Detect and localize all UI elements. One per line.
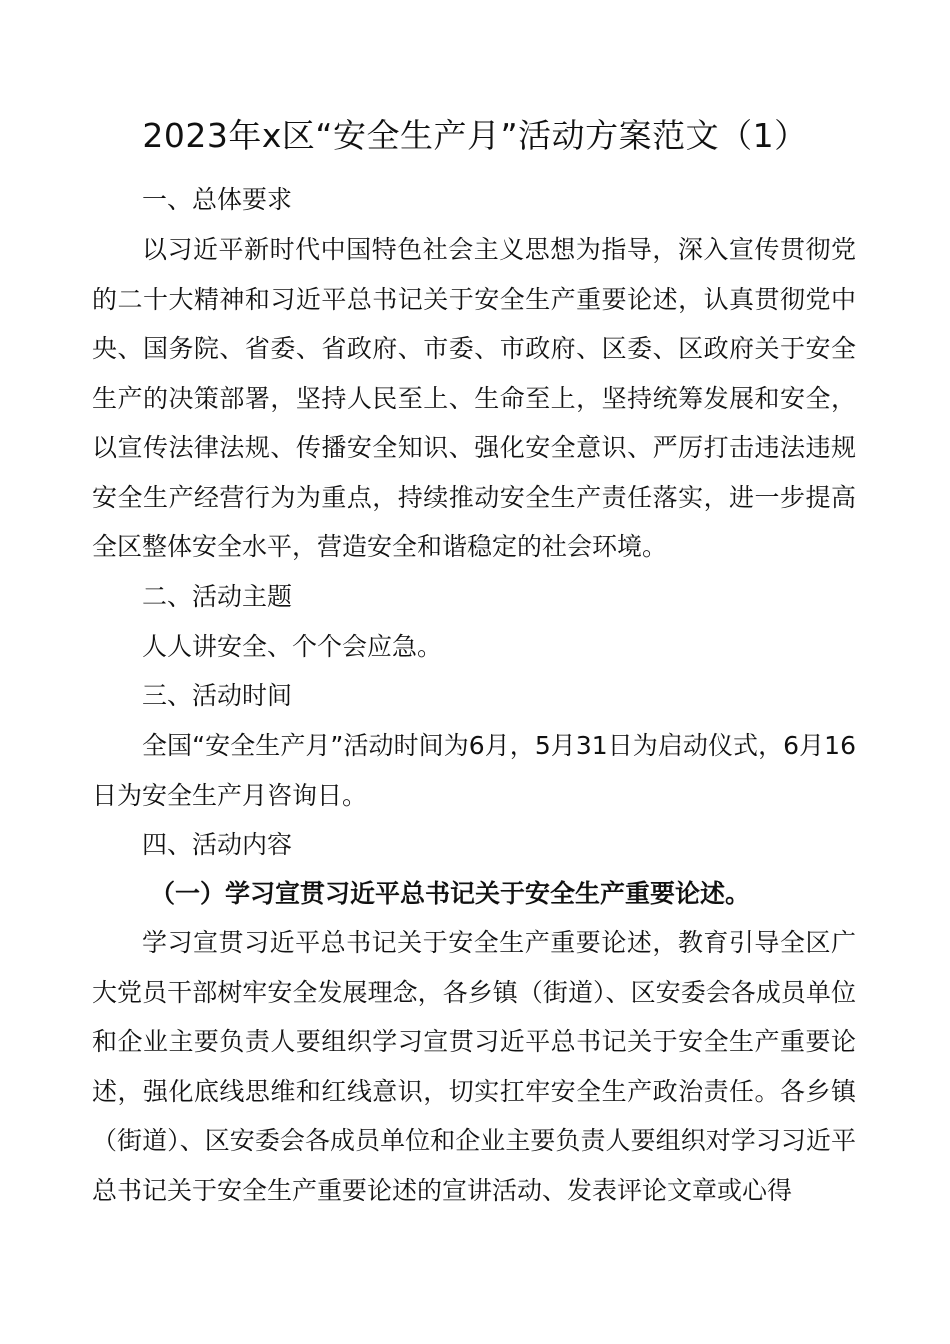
section-heading-activity-time: 三、活动时间 <box>142 681 293 710</box>
section-heading-general-requirements: 一、总体要求 <box>142 185 293 214</box>
subsection-heading-study: （一）学习宣贯习近平总书记关于安全生产重要论述。 <box>150 879 751 908</box>
section-heading-activity-theme: 二、活动主题 <box>142 582 293 611</box>
section-body-activity-time: 全国“安全生产月”活动时间为6月，5月31日为启动仪式，6月16日为安全生产月咨询日。 <box>92 731 856 810</box>
document-title: 2023年x区“安全生产月”活动方案范文（1） <box>142 116 808 155</box>
section-body-general-requirements: 以习近平新时代中国特色社会主义思想为指导，深入宣传贯彻党的二十大精神和习近平总书记关于安全生产重要论述，认真贯彻党中央、国务院、省委、省政府、市委、市政府、区委、区政府关于安全生产的决策部署，坚持人民至上、生命至上，坚持统筹发展和安全，以宣传法律法规、传播安全知识、强化安全意识、严厉打击违法违规安全生产经营行为为重点，持续推动安全生产责任落实，进一步提高全区整体安全水平，营造安全和谐稳定的社会环境。 <box>92 235 856 561</box>
section-body-activity-theme: 人人讲安全、个个会应急。 <box>142 632 443 661</box>
section-heading-activity-content: 四、活动内容 <box>142 830 293 859</box>
subsection-body-study: 学习宣贯习近平总书记关于安全生产重要论述，教育引导全区广大党员干部树牢安全发展理念，各乡镇（街道）、区安委会各成员单位和企业主要负责人要组织学习宣贯习近平总书记关于安全生产重要论述，强化底线思维和红线意识，切实扛牢安全生产政治责任。各乡镇（街道）、区安委会各成员单位和企业主要负责人要组织对学习习近平总书记关于安全生产重要论述的宣讲活动、发表评论文章或心得 <box>92 928 856 1205</box>
